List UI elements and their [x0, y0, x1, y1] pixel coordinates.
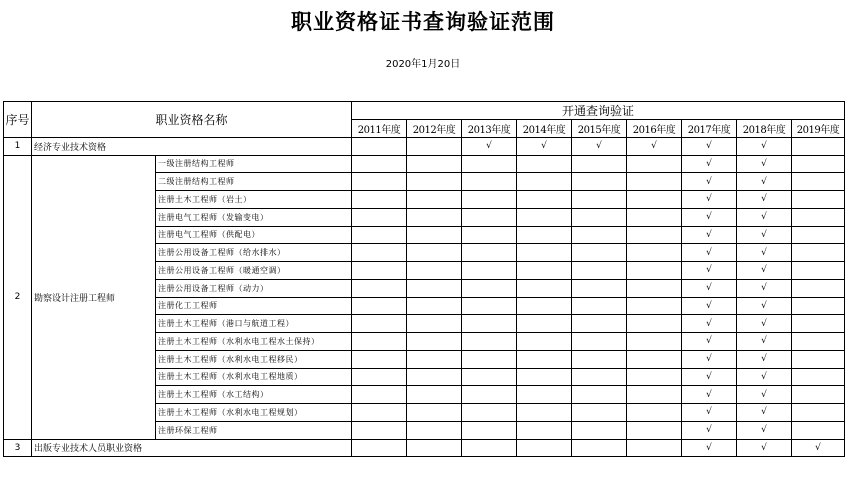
empty-cell: [352, 439, 407, 457]
check-mark: √: [682, 333, 737, 351]
page-title: 职业资格证书查询验证范围: [291, 9, 555, 34]
empty-cell: [792, 368, 845, 386]
empty-cell: [352, 421, 407, 439]
check-mark: √: [682, 350, 737, 368]
table-header: [4, 102, 845, 138]
empty-cell: [627, 173, 682, 191]
empty-cell: [517, 350, 572, 368]
empty-cell: [407, 262, 462, 280]
header-year: 2014年度: [517, 120, 572, 138]
empty-cell: [572, 297, 627, 315]
empty-cell: [572, 350, 627, 368]
row-category: 出版专业技术人员职业资格: [32, 439, 352, 457]
check-mark: √: [462, 137, 517, 155]
empty-cell: [407, 226, 462, 244]
empty-cell: [792, 208, 845, 226]
row-subcategory: 注册化工工程师: [156, 297, 352, 315]
empty-cell: [517, 208, 572, 226]
header-year: 2017年度: [682, 120, 737, 138]
empty-cell: [462, 173, 517, 191]
empty-cell: [517, 279, 572, 297]
empty-cell: [407, 350, 462, 368]
empty-cell: [352, 386, 407, 404]
empty-cell: [792, 350, 845, 368]
row-category: 经济专业技术资格: [32, 137, 352, 155]
empty-cell: [627, 191, 682, 209]
check-mark: √: [737, 386, 792, 404]
row-subcategory: 注册土木工程师（水利水电工程移民）: [156, 350, 352, 368]
empty-cell: [352, 350, 407, 368]
empty-cell: [462, 315, 517, 333]
empty-cell: [517, 262, 572, 280]
row-subcategory: 注册土木工程师（岩土）: [156, 191, 352, 209]
check-mark: √: [737, 368, 792, 386]
header-group: 开通查询验证: [352, 102, 845, 120]
check-mark: √: [737, 439, 792, 457]
empty-cell: [462, 226, 517, 244]
empty-cell: [627, 386, 682, 404]
header-year: 2018年度: [737, 120, 792, 138]
header-row-top: [4, 102, 845, 120]
empty-cell: [627, 262, 682, 280]
empty-cell: [572, 208, 627, 226]
header-index: 序号: [4, 102, 32, 138]
empty-cell: [627, 279, 682, 297]
table-row: [4, 137, 845, 155]
empty-cell: [572, 244, 627, 262]
empty-cell: [792, 191, 845, 209]
check-mark: √: [682, 244, 737, 262]
empty-cell: [407, 155, 462, 173]
empty-cell: [462, 350, 517, 368]
empty-cell: [407, 137, 462, 155]
empty-cell: [517, 368, 572, 386]
row-category: 勘察设计注册工程师: [32, 155, 156, 439]
check-mark: √: [682, 297, 737, 315]
check-mark: √: [517, 137, 572, 155]
check-mark: √: [737, 421, 792, 439]
empty-cell: [517, 297, 572, 315]
empty-cell: [792, 244, 845, 262]
empty-cell: [517, 315, 572, 333]
empty-cell: [462, 386, 517, 404]
empty-cell: [462, 368, 517, 386]
header-year: 2011年度: [352, 120, 407, 138]
check-mark: √: [682, 404, 737, 422]
check-mark: √: [737, 262, 792, 280]
empty-cell: [407, 421, 462, 439]
empty-cell: [462, 208, 517, 226]
empty-cell: [792, 333, 845, 351]
empty-cell: [352, 244, 407, 262]
empty-cell: [572, 439, 627, 457]
empty-cell: [352, 368, 407, 386]
empty-cell: [572, 368, 627, 386]
empty-cell: [627, 368, 682, 386]
empty-cell: [407, 279, 462, 297]
empty-cell: [572, 333, 627, 351]
empty-cell: [627, 333, 682, 351]
empty-cell: [352, 137, 407, 155]
empty-cell: [517, 333, 572, 351]
check-mark: √: [792, 439, 845, 457]
empty-cell: [792, 297, 845, 315]
empty-cell: [792, 262, 845, 280]
check-mark: √: [682, 208, 737, 226]
empty-cell: [407, 404, 462, 422]
header-year: 2019年度: [792, 120, 845, 138]
check-mark: √: [682, 279, 737, 297]
row-subcategory: 注册土木工程师（港口与航道工程）: [156, 315, 352, 333]
empty-cell: [407, 191, 462, 209]
empty-cell: [462, 191, 517, 209]
empty-cell: [407, 386, 462, 404]
header-year: 2013年度: [462, 120, 517, 138]
row-subcategory: 注册土木工程师（水利水电工程水土保持）: [156, 333, 352, 351]
empty-cell: [407, 315, 462, 333]
empty-cell: [627, 315, 682, 333]
check-mark: √: [737, 226, 792, 244]
check-mark: √: [737, 244, 792, 262]
check-mark: √: [737, 155, 792, 173]
qualification-table: [3, 101, 845, 457]
check-mark: √: [737, 315, 792, 333]
empty-cell: [792, 404, 845, 422]
empty-cell: [627, 297, 682, 315]
check-mark: √: [737, 137, 792, 155]
check-mark: √: [682, 173, 737, 191]
empty-cell: [572, 315, 627, 333]
check-mark: √: [737, 173, 792, 191]
header-name: 职业资格名称: [32, 102, 352, 138]
empty-cell: [517, 191, 572, 209]
empty-cell: [352, 226, 407, 244]
empty-cell: [352, 404, 407, 422]
empty-cell: [572, 226, 627, 244]
empty-cell: [792, 315, 845, 333]
check-mark: √: [737, 297, 792, 315]
check-mark: √: [682, 226, 737, 244]
row-subcategory: 一级注册结构工程师: [156, 155, 352, 173]
empty-cell: [517, 421, 572, 439]
empty-cell: [407, 333, 462, 351]
empty-cell: [462, 155, 517, 173]
empty-cell: [462, 279, 517, 297]
check-mark: √: [682, 262, 737, 280]
header-year: 2015年度: [572, 120, 627, 138]
row-index: 1: [4, 137, 32, 155]
empty-cell: [517, 404, 572, 422]
check-mark: √: [682, 137, 737, 155]
empty-cell: [627, 208, 682, 226]
empty-cell: [517, 439, 572, 457]
empty-cell: [627, 421, 682, 439]
empty-cell: [352, 262, 407, 280]
empty-cell: [627, 404, 682, 422]
empty-cell: [462, 421, 517, 439]
empty-cell: [462, 404, 517, 422]
table-row: [4, 439, 845, 457]
empty-cell: [407, 173, 462, 191]
empty-cell: [517, 173, 572, 191]
empty-cell: [407, 439, 462, 457]
check-mark: √: [682, 191, 737, 209]
empty-cell: [352, 155, 407, 173]
check-mark: √: [682, 368, 737, 386]
empty-cell: [792, 421, 845, 439]
empty-cell: [627, 439, 682, 457]
header-year: 2012年度: [407, 120, 462, 138]
check-mark: √: [682, 386, 737, 404]
empty-cell: [407, 244, 462, 262]
empty-cell: [407, 208, 462, 226]
check-mark: √: [682, 421, 737, 439]
empty-cell: [572, 404, 627, 422]
empty-cell: [517, 155, 572, 173]
table-body: [4, 137, 845, 457]
empty-cell: [627, 155, 682, 173]
check-mark: √: [682, 439, 737, 457]
empty-cell: [517, 244, 572, 262]
empty-cell: [352, 208, 407, 226]
row-subcategory: 注册电气工程师（供配电）: [156, 226, 352, 244]
empty-cell: [627, 350, 682, 368]
empty-cell: [462, 439, 517, 457]
row-index: 2: [4, 155, 32, 439]
empty-cell: [517, 386, 572, 404]
empty-cell: [572, 421, 627, 439]
row-subcategory: 注册土木工程师（水利水电工程规划）: [156, 404, 352, 422]
row-subcategory: 注册土木工程师（水利水电工程地质）: [156, 368, 352, 386]
check-mark: √: [737, 333, 792, 351]
empty-cell: [572, 279, 627, 297]
empty-cell: [572, 155, 627, 173]
publish-date: 2020年1月20日: [385, 59, 461, 70]
check-mark: √: [737, 404, 792, 422]
empty-cell: [352, 333, 407, 351]
header-year: 2016年度: [627, 120, 682, 138]
empty-cell: [792, 137, 845, 155]
check-mark: √: [682, 155, 737, 173]
empty-cell: [352, 297, 407, 315]
row-subcategory: 注册公用设备工程师（给水排水）: [156, 244, 352, 262]
empty-cell: [462, 262, 517, 280]
check-mark: √: [737, 191, 792, 209]
empty-cell: [792, 155, 845, 173]
check-mark: √: [627, 137, 682, 155]
check-mark: √: [737, 350, 792, 368]
empty-cell: [572, 262, 627, 280]
empty-cell: [352, 173, 407, 191]
row-subcategory: 注册土木工程师（水工结构）: [156, 386, 352, 404]
check-mark: √: [682, 315, 737, 333]
empty-cell: [572, 191, 627, 209]
empty-cell: [627, 226, 682, 244]
check-mark: √: [737, 208, 792, 226]
row-index: 3: [4, 439, 32, 457]
row-subcategory: 注册电气工程师（发输变电）: [156, 208, 352, 226]
empty-cell: [462, 244, 517, 262]
row-subcategory: 注册公用设备工程师（暖通空调）: [156, 262, 352, 280]
empty-cell: [792, 173, 845, 191]
empty-cell: [352, 191, 407, 209]
empty-cell: [352, 279, 407, 297]
check-mark: √: [737, 279, 792, 297]
empty-cell: [352, 315, 407, 333]
empty-cell: [462, 297, 517, 315]
empty-cell: [572, 173, 627, 191]
empty-cell: [462, 333, 517, 351]
empty-cell: [407, 297, 462, 315]
empty-cell: [627, 244, 682, 262]
table-row: [4, 155, 845, 173]
row-subcategory: 二级注册结构工程师: [156, 173, 352, 191]
empty-cell: [517, 226, 572, 244]
empty-cell: [792, 279, 845, 297]
empty-cell: [572, 386, 627, 404]
empty-cell: [792, 386, 845, 404]
row-subcategory: 注册公用设备工程师（动力）: [156, 279, 352, 297]
row-subcategory: 注册环保工程师: [156, 421, 352, 439]
empty-cell: [792, 226, 845, 244]
empty-cell: [407, 368, 462, 386]
check-mark: √: [572, 137, 627, 155]
